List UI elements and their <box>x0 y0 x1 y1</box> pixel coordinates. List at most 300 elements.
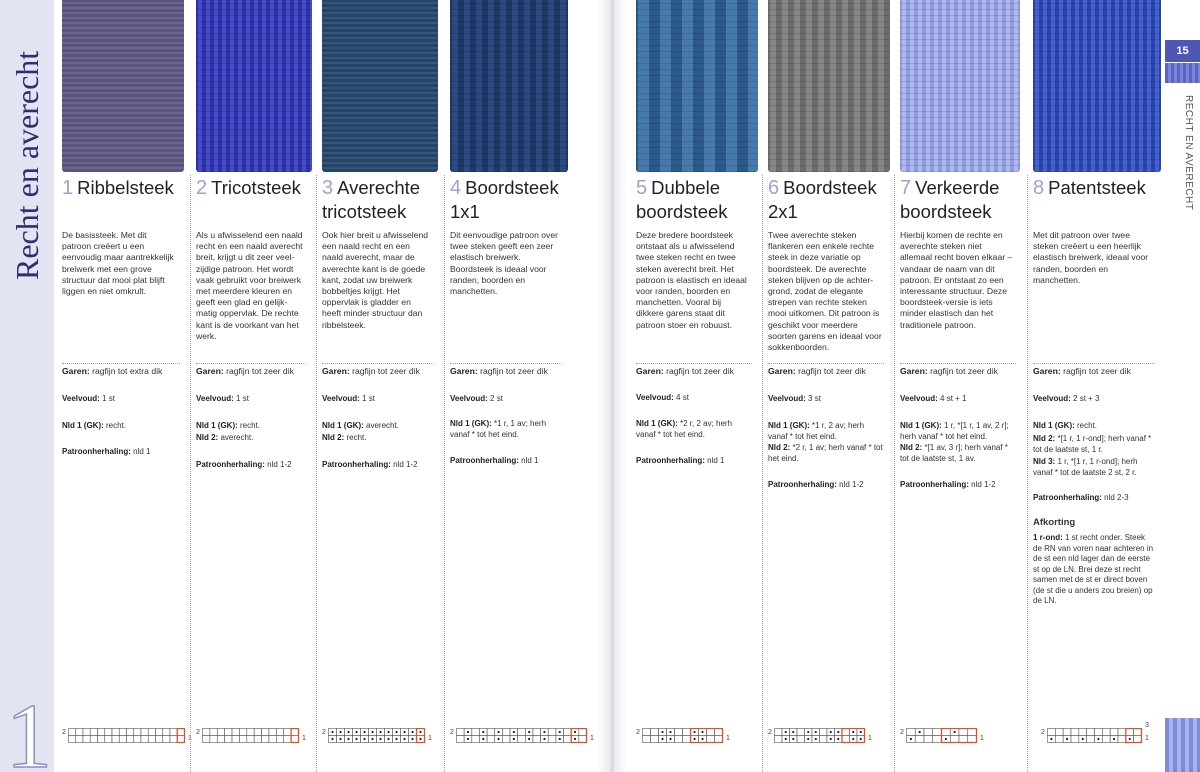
chart-grid <box>642 728 724 744</box>
chart-cell <box>90 736 97 743</box>
column-divider <box>316 175 317 772</box>
swatch-strip-bottom <box>1165 718 1200 772</box>
chart-cell <box>643 736 651 743</box>
spec-label: Nld 2: <box>900 443 925 452</box>
spec-label: Nld 1 (GK): <box>196 421 240 430</box>
chart-cell <box>907 729 916 736</box>
chart-purl-dot <box>945 738 947 740</box>
chart-purl-dot <box>919 731 921 733</box>
spec-row2 <box>768 443 884 464</box>
spec-value: ragfijn tot zeer dik <box>930 366 998 376</box>
chart-cell <box>156 729 163 736</box>
chart-purl-dot <box>395 738 397 740</box>
chart-purl-dot <box>339 738 341 740</box>
chart-row-number: 2 <box>636 729 640 736</box>
chart-cell <box>797 736 805 743</box>
chart-cell <box>472 736 480 743</box>
spec-row2 <box>1033 434 1155 455</box>
chart-cell <box>203 729 210 736</box>
chart-purl-dot <box>331 738 333 740</box>
spec-value: nld 1-2 <box>839 480 864 489</box>
stitch-chart <box>768 728 878 748</box>
spec-row1 <box>636 419 752 440</box>
chart-cell <box>210 736 217 743</box>
stitch-description: De basissteek. Met dit patroon creëert u een eenvoudig maar aantrekkelijk breiwerk met een grove structuur dat mooi plat blijft liggen en niet omkrult. <box>62 230 174 297</box>
stitch-name: Ribbelsteek <box>77 177 174 198</box>
spec-label: Veelvoud: <box>62 394 103 403</box>
chart-purl-dot <box>693 738 695 740</box>
chart-cell <box>1071 736 1079 743</box>
spec-repeat <box>196 460 306 471</box>
chart-purl-dot <box>355 731 357 733</box>
stitch-number: 8 <box>1033 177 1045 199</box>
chart-cell <box>1048 729 1056 736</box>
chart-purl-dot <box>1097 738 1099 740</box>
chart-row-number: 1 <box>428 735 432 742</box>
chart-purl-dot <box>419 738 421 740</box>
spec-label: Veelvoud: <box>900 394 941 403</box>
chart-purl-dot <box>559 731 561 733</box>
stitch-chart <box>900 728 990 748</box>
chart-cell <box>225 729 232 736</box>
spec-value: nld 1-2 <box>267 460 292 469</box>
chart-row-number: 3 <box>1145 722 1149 729</box>
spec-value: *1 r, 2 av; herh vanaf * tot het eind. <box>768 421 865 441</box>
chart-row-number: 1 <box>590 735 594 742</box>
chart-row-number: 1 <box>302 735 306 742</box>
chart-purl-dot <box>669 731 671 733</box>
chart-cell <box>1102 729 1110 736</box>
chart-cell <box>820 729 828 736</box>
chart-cell <box>69 736 76 743</box>
spec-label: Veelvoud: <box>768 394 809 403</box>
chart-cell <box>269 736 276 743</box>
divider-line <box>62 363 180 364</box>
divider-line <box>636 363 752 364</box>
spec-value: recht. <box>106 421 127 430</box>
chart-cell <box>548 736 556 743</box>
spec-row1 <box>1033 421 1155 432</box>
chart-cell <box>90 729 97 736</box>
chart-purl-dot <box>371 731 373 733</box>
spec-row3 <box>1033 457 1155 478</box>
stitch-number: 6 <box>768 177 780 199</box>
spec-label: Veelvoud: <box>196 394 237 403</box>
chart-purl-dot <box>860 738 862 740</box>
spec-multiple <box>450 394 562 405</box>
spec-yarn <box>900 366 1016 377</box>
stitch-column <box>768 0 890 772</box>
spec-label: Nld 2: <box>1033 434 1058 443</box>
stitch-chart <box>322 728 438 748</box>
spec-repeat <box>900 480 1016 491</box>
chart-purl-dot <box>701 731 703 733</box>
stitch-column <box>900 0 1022 772</box>
chart-cell <box>276 729 283 736</box>
divider-line <box>196 363 306 364</box>
chart-purl-dot <box>830 738 832 740</box>
chart-cell <box>472 729 480 736</box>
chart-cell <box>1095 729 1103 736</box>
chart-purl-dot <box>347 738 349 740</box>
chart-cell <box>942 729 951 736</box>
chart-purl-dot <box>379 738 381 740</box>
chart-cell <box>651 736 659 743</box>
spec-label: Patroonherhaling: <box>322 460 394 469</box>
chart-purl-dot <box>559 738 561 740</box>
chart-purl-dot <box>497 731 499 733</box>
chart-purl-dot <box>815 738 817 740</box>
chart-cell <box>170 729 177 736</box>
chart-cell <box>76 729 83 736</box>
spec-label: Nld 1 (GK): <box>322 421 366 430</box>
chart-cell <box>232 736 239 743</box>
chart-cell <box>262 736 269 743</box>
chart-cell <box>254 729 261 736</box>
chart-purl-dot <box>411 738 413 740</box>
spec-label: Veelvoud: <box>636 393 677 402</box>
chart-purl-dot <box>363 738 365 740</box>
chart-cell <box>262 729 269 736</box>
chart-row-number: 2 <box>1041 729 1045 736</box>
chart-purl-dot <box>482 738 484 740</box>
spec-repeat <box>322 460 434 471</box>
chart-cell <box>487 729 495 736</box>
chart-cell <box>177 736 184 743</box>
stitch-number: 3 <box>322 177 334 199</box>
chart-cell <box>643 729 651 736</box>
spec-label: Nld 1 (GK): <box>900 421 944 430</box>
chart-purl-dot <box>403 738 405 740</box>
chart-cell <box>1134 729 1142 736</box>
swatch-strip <box>1165 63 1200 83</box>
spec-value: *2 r, 2 av; herh vanaf * tot het eind. <box>636 419 733 439</box>
stitch-column <box>322 0 440 772</box>
stitch-description: Twee averechte steken flankeren een enkele rechte steek in deze variatie op boordsteek. De averechte steken blijven op de achter-grond, zodat de elegante strepen van rechte steken mooi uitkomen. Dit patroon is geschikt voor meerdere soorten garens en ideaal voor sokkenboorden. <box>768 230 882 353</box>
chart-cell <box>141 736 148 743</box>
running-head-sidebar <box>1165 0 1200 772</box>
spec-value: ragfijn tot zeer dik <box>226 366 294 376</box>
spec-row2 <box>196 433 306 444</box>
chart-cell <box>518 736 526 743</box>
stitch-number: 4 <box>450 177 462 199</box>
stitch-name: Patentsteek <box>1048 177 1146 198</box>
chart-cell <box>210 729 217 736</box>
chart-cell <box>76 736 83 743</box>
stitch-column <box>636 0 758 772</box>
chart-cell <box>232 729 239 736</box>
stitch-description: Als u afwisselend een naald recht en een naald averecht breit, krijgt u dit zeer veel-zijdige patroon. Het wordt vaak gebruikt voor breiwerk met meerdere kleuren en geeft een glad en gelijk-matig oppervlak. De rechte kant is de voorkant van het werk. <box>196 230 303 341</box>
stitch-heading <box>1033 176 1161 200</box>
column-divider <box>190 175 191 772</box>
spec-value: *[1 r, 1 r-ond]; herh vanaf * tot de laatste st, 1 r. <box>1033 434 1152 454</box>
chart-purl-dot <box>693 731 695 733</box>
chart-cell <box>225 736 232 743</box>
chart-purl-dot <box>852 738 854 740</box>
chart-purl-dot <box>387 738 389 740</box>
chart-cell <box>284 736 291 743</box>
chart-cell <box>715 729 723 736</box>
divider-line <box>322 363 434 364</box>
spec-value: 1 st <box>236 394 249 403</box>
spec-row1 <box>322 421 434 432</box>
divider-line <box>900 363 1016 364</box>
spec-value: 2 st <box>490 394 503 403</box>
spec-value: 4 st + 1 <box>940 394 967 403</box>
chart-purl-dot <box>379 731 381 733</box>
chart-cell <box>127 736 134 743</box>
knit-swatch-image <box>768 0 890 172</box>
book-spine <box>597 0 627 772</box>
spec-label: Garen: <box>62 366 93 376</box>
chart-purl-dot <box>411 731 413 733</box>
chart-cell <box>1126 729 1134 736</box>
chart-cell <box>112 736 119 743</box>
chart-cell <box>254 736 261 743</box>
spec-label: Garen: <box>900 366 931 376</box>
spec-label: Patroonherhaling: <box>196 460 268 469</box>
chart-cell <box>502 736 510 743</box>
chart-cell <box>1102 736 1110 743</box>
stitch-heading <box>62 176 186 200</box>
spec-repeat <box>450 456 562 467</box>
spec-value: averecht. <box>220 433 254 442</box>
chart-purl-dot <box>1066 738 1068 740</box>
spec-label: Nld 3: <box>1033 457 1058 466</box>
chart-cell <box>239 729 246 736</box>
spec-label: Nld 1 (GK): <box>62 421 106 430</box>
chart-cell <box>156 736 163 743</box>
chart-purl-dot <box>701 738 703 740</box>
chart-cell <box>247 736 254 743</box>
abbreviation-text <box>1033 533 1155 607</box>
knit-swatch-image <box>636 0 758 172</box>
spec-value: 3 st <box>808 394 821 403</box>
chart-purl-dot <box>815 731 817 733</box>
stitch-heading <box>196 176 312 200</box>
abbreviation-title: Afkorting <box>1033 517 1076 528</box>
spec-value: 4 st <box>676 393 689 402</box>
chart-grid <box>906 728 978 744</box>
spec-label: Patroonherhaling: <box>636 456 708 465</box>
chart-row-number: 1 <box>188 735 192 742</box>
stitch-heading <box>768 176 890 223</box>
chapter-sidebar <box>0 0 54 772</box>
chart-purl-dot <box>807 731 809 733</box>
chart-cell <box>148 736 155 743</box>
chart-cell <box>1055 729 1063 736</box>
spec-row1 <box>62 421 180 432</box>
chart-cell <box>457 729 465 736</box>
chart-cell <box>533 736 541 743</box>
spec-label: Nld 2: <box>196 433 221 442</box>
stitch-name: Boordsteek 1x1 <box>450 177 559 222</box>
chart-cell <box>579 736 587 743</box>
stitch-number: 7 <box>900 177 912 199</box>
spec-value: nld 1-2 <box>971 480 996 489</box>
chart-cell <box>98 729 105 736</box>
chart-cell <box>842 736 850 743</box>
chart-row-number: 2 <box>450 729 454 736</box>
chart-purl-dot <box>661 738 663 740</box>
divider-line <box>768 363 884 364</box>
stitch-description: Dit eenvoudige patroon over twee steken geeft een zeer elastisch breiwerk. Boordsteek is ideaal voor randen, boorden en manchetten. <box>450 230 558 297</box>
chart-cell <box>83 729 90 736</box>
chart-cell <box>170 736 177 743</box>
spec-repeat <box>1033 493 1155 504</box>
spec-label: Veelvoud: <box>322 394 363 403</box>
spec-value: *1 r, 1 av; herh vanaf * tot het eind. <box>450 419 547 439</box>
chart-purl-dot <box>347 731 349 733</box>
spec-value: 1 st <box>102 394 115 403</box>
chart-cell <box>933 736 942 743</box>
chart-cell <box>683 729 691 736</box>
chart-cell <box>141 729 148 736</box>
spec-multiple <box>636 393 752 404</box>
chart-grid <box>328 728 426 744</box>
spec-yarn <box>636 366 752 377</box>
chart-cell <box>797 729 805 736</box>
chart-grid <box>456 728 588 744</box>
stitch-column <box>450 0 594 772</box>
running-head: RECHT EN AVERECHT <box>1183 95 1194 211</box>
chart-purl-dot <box>363 731 365 733</box>
chart-purl-dot <box>830 731 832 733</box>
chart-cell <box>148 729 155 736</box>
spec-yarn <box>196 366 306 377</box>
stitch-column <box>62 0 192 772</box>
spec-row2 <box>900 443 1016 464</box>
chart-cell <box>842 729 850 736</box>
spec-label: Nld 1 (GK): <box>1033 421 1077 430</box>
chart-cell <box>924 736 933 743</box>
chart-cell <box>959 729 968 736</box>
chart-purl-dot <box>339 731 341 733</box>
spec-label: Patroonherhaling: <box>768 480 840 489</box>
chart-purl-dot <box>395 731 397 733</box>
chart-row-number: 2 <box>900 729 904 736</box>
chart-cell <box>959 736 968 743</box>
chart-purl-dot <box>1050 738 1052 740</box>
spec-value: nld 1 <box>133 447 151 456</box>
spec-row1 <box>900 421 1016 442</box>
chart-cell <box>651 729 659 736</box>
chart-cell <box>105 729 112 736</box>
chart-cell <box>924 729 933 736</box>
spec-label: Nld 2: <box>322 433 347 442</box>
chart-cell <box>1118 729 1126 736</box>
spec-value: ragfijn tot zeer dik <box>798 366 866 376</box>
stitch-name: Averechte tricotsteek <box>322 177 421 222</box>
spec-value: recht. <box>1077 421 1098 430</box>
stitch-description: Met dit patroon over twee steken creëert u een heerlijk elastisch breiwerk, ideaal voor randen, boorden en manchetten. <box>1033 230 1149 285</box>
chart-cell <box>502 729 510 736</box>
chart-grid <box>202 728 300 744</box>
spec-value: *[1 av, 3 r]; herh vanaf * tot de laatste st, 1 av. <box>900 443 1008 463</box>
spec-yarn <box>768 366 884 377</box>
chart-cell <box>1110 729 1118 736</box>
knit-swatch-image <box>450 0 568 172</box>
chart-purl-dot <box>482 731 484 733</box>
chart-cell <box>217 736 224 743</box>
spec-yarn <box>450 366 562 377</box>
stitch-number: 1 <box>62 177 74 199</box>
chart-purl-dot <box>419 731 421 733</box>
chart-cell <box>915 736 924 743</box>
chart-purl-dot <box>467 738 469 740</box>
spec-multiple <box>900 394 1016 405</box>
spec-value: ragfijn tot extra dik <box>92 366 163 376</box>
chart-purl-dot <box>403 731 405 733</box>
stitch-chart <box>62 728 198 748</box>
column-divider <box>762 175 763 772</box>
chart-purl-dot <box>785 731 787 733</box>
chart-cell <box>487 736 495 743</box>
spec-value: 2 st + 3 <box>1073 394 1100 403</box>
chart-cell <box>1063 729 1071 736</box>
spec-label: Veelvoud: <box>1033 394 1074 403</box>
chart-purl-dot <box>574 738 576 740</box>
chart-cell <box>968 736 977 743</box>
chart-cell <box>579 729 587 736</box>
stitch-number: 5 <box>636 177 648 199</box>
chart-purl-dot <box>355 738 357 740</box>
spec-value: averecht. <box>366 421 399 430</box>
chapter-number: 1 <box>6 685 52 772</box>
chart-cell <box>284 729 291 736</box>
stitch-heading <box>322 176 440 223</box>
stitch-chart <box>450 728 600 748</box>
chart-row-number: 2 <box>62 729 66 736</box>
chart-row-number: 2 <box>196 729 200 736</box>
spec-value: nld 1 <box>707 456 725 465</box>
chart-cell <box>675 729 683 736</box>
chart-purl-dot <box>528 738 530 740</box>
chart-cell <box>775 729 783 736</box>
chart-purl-dot <box>837 738 839 740</box>
spec-label: Garen: <box>196 366 227 376</box>
chapter-title: Recht en averecht <box>9 50 45 280</box>
chart-cell <box>291 736 298 743</box>
chart-cell <box>1055 736 1063 743</box>
spec-value: ragfijn tot zeer dik <box>480 366 548 376</box>
spec-value: ragfijn tot zeer dik <box>666 366 734 376</box>
spec-label: Patroonherhaling: <box>450 456 522 465</box>
spec-row1 <box>768 421 884 442</box>
spec-label: Patroonherhaling: <box>1033 493 1105 502</box>
chart-cell <box>203 736 210 743</box>
knit-swatch-image <box>1033 0 1161 172</box>
stitch-name: Boordsteek 2x1 <box>768 177 877 222</box>
chart-purl-dot <box>467 731 469 733</box>
chart-cell <box>134 729 141 736</box>
chart-purl-dot <box>1082 738 1084 740</box>
spec-label: Garen: <box>768 366 799 376</box>
stitch-description: Hierbij komen de rechte en averechte steken niet allemaal recht boven elkaar – vandaar de naam van dit patroon. Er ontstaat zo een interessante structuur. Deze boordsteek-versie is iets minder elastisch dan het traditionele patroon. <box>900 230 1013 330</box>
spec-yarn <box>1033 366 1155 377</box>
chart-cell <box>1134 736 1142 743</box>
chart-purl-dot <box>792 731 794 733</box>
spec-value: nld 1 <box>521 456 539 465</box>
chart-row-number: 2 <box>768 729 772 736</box>
chart-cell <box>291 729 298 736</box>
spec-multiple <box>768 394 884 405</box>
stitch-heading <box>900 176 1022 223</box>
spec-label: Patroonherhaling: <box>62 447 134 456</box>
chart-cell <box>134 736 141 743</box>
chart-cell <box>112 729 119 736</box>
spec-repeat <box>62 447 180 458</box>
